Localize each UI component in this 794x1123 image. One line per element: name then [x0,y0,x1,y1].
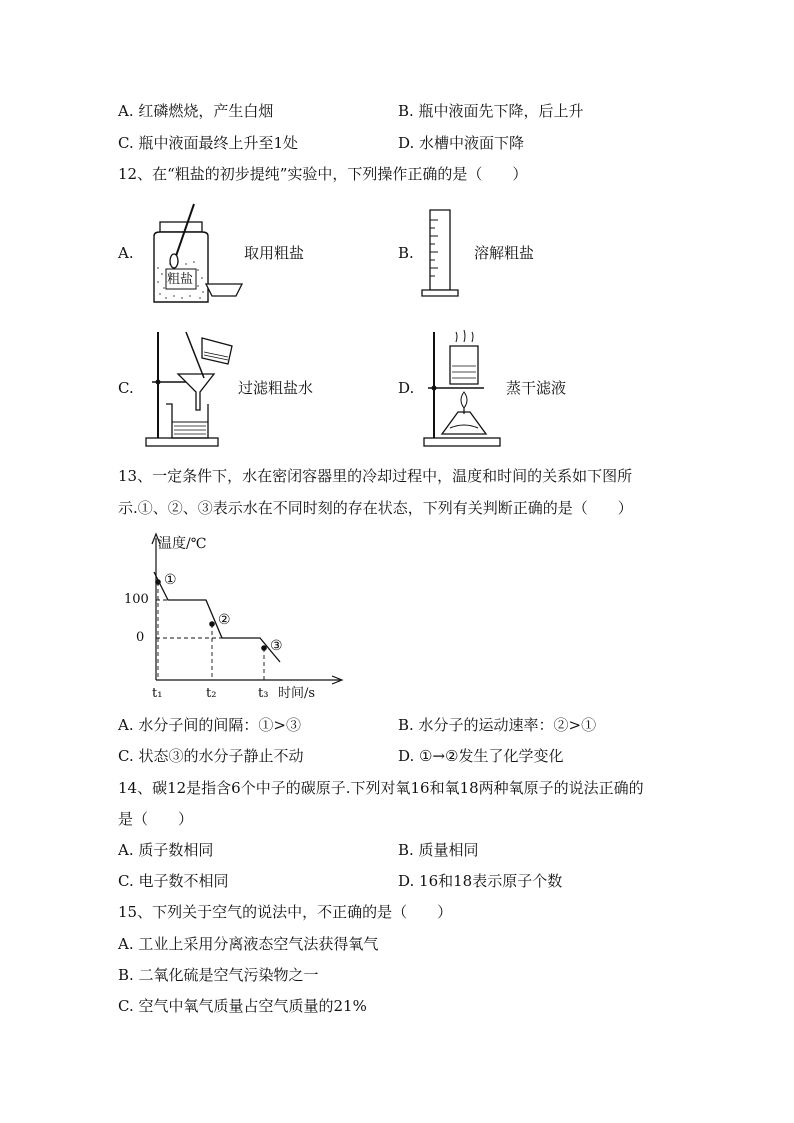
q13-stem-line1: 13、一定条件下，水在密闭容器里的冷却过程中，温度和时间的关系如下图所 [118,467,633,485]
q12-option-d-letter: D. [398,379,415,397]
q12-fig-d-evaporation [420,326,504,450]
q13-option-b: B. 水分子的运动速率：②>① [398,716,597,734]
q11-option-b: B. 瓶中液面先下降，后上升 [398,102,584,120]
q14-option-d: D. 16和18表示原子个数 [398,872,563,890]
q12-option-b-letter: B. [398,244,414,262]
state-3-label: ③ [270,638,283,654]
q15-option-b: B. 二氧化硫是空气污染物之一 [118,966,319,984]
state-2-point [209,621,215,627]
q13-stem-line2: 示.①、②、③表示水在不同时刻的存在状态，下列有关判断正确的是（ ） [118,499,633,517]
q14-stem-line1: 14、碳12是指含6个中子的碳原子.下列对氧16和氧18两种氧原子的说法正确的 [118,779,644,797]
state-2-label: ② [218,612,231,628]
q12-option-a-letter: A. [118,244,134,262]
q12-fig-c-filtration [140,326,240,450]
x-axis-label: 时间/s [278,686,316,701]
x-tick-t3: t₃ [258,686,269,701]
q12-jar-label: 粗盐 [167,272,194,287]
q12-option-a-caption: 取用粗盐 [244,244,305,262]
q12-fig-a-jar [140,198,250,308]
q12-option-c-letter: C. [118,379,134,397]
q11-option-d: D. 水槽中液面下降 [398,134,525,152]
q13-option-a: A. 水分子间的间隔：①>③ [118,716,301,734]
q14-option-a: A. 质子数相同 [118,841,214,859]
q12-option-d-caption: 蒸干滤液 [506,379,567,397]
q12-stem: 12、在“粗盐的初步提纯”实验中，下列操作正确的是（ ） [118,165,528,183]
x-tick-t1: t₁ [152,686,163,701]
y-tick-0: 0 [136,630,145,645]
q14-stem-line2: 是（ ） [118,810,194,828]
state-1-point [155,579,161,585]
q13-option-d: D. ①→②发生了化学变化 [398,747,564,765]
q14-option-b: B. 质量相同 [398,841,479,859]
q13-option-c: C. 状态③的水分子静止不动 [118,747,304,765]
x-tick-t2: t₂ [206,686,217,701]
q12-fig-b-cylinder [420,206,460,300]
q15-option-a: A. 工业上采用分离液态空气法获得氧气 [118,935,379,953]
q12-option-c-caption: 过滤粗盐水 [238,379,314,397]
state-3-point [261,645,267,651]
q14-option-c: C. 电子数不相同 [118,872,229,890]
state-1-label: ① [164,572,177,588]
y-axis-label: 温度/℃ [158,536,207,552]
y-tick-100: 100 [124,592,149,607]
q13-graph [110,530,350,710]
q12-option-b-caption: 溶解粗盐 [474,244,535,262]
q15-option-c: C. 空气中氧气质量占空气质量的21% [118,997,367,1015]
q11-option-a: A. 红磷燃烧，产生白烟 [118,102,274,120]
q15-stem: 15、下列关于空气的说法中，不正确的是（ ） [118,903,453,921]
q11-option-c: C. 瓶中液面最终上升至1处 [118,134,299,152]
